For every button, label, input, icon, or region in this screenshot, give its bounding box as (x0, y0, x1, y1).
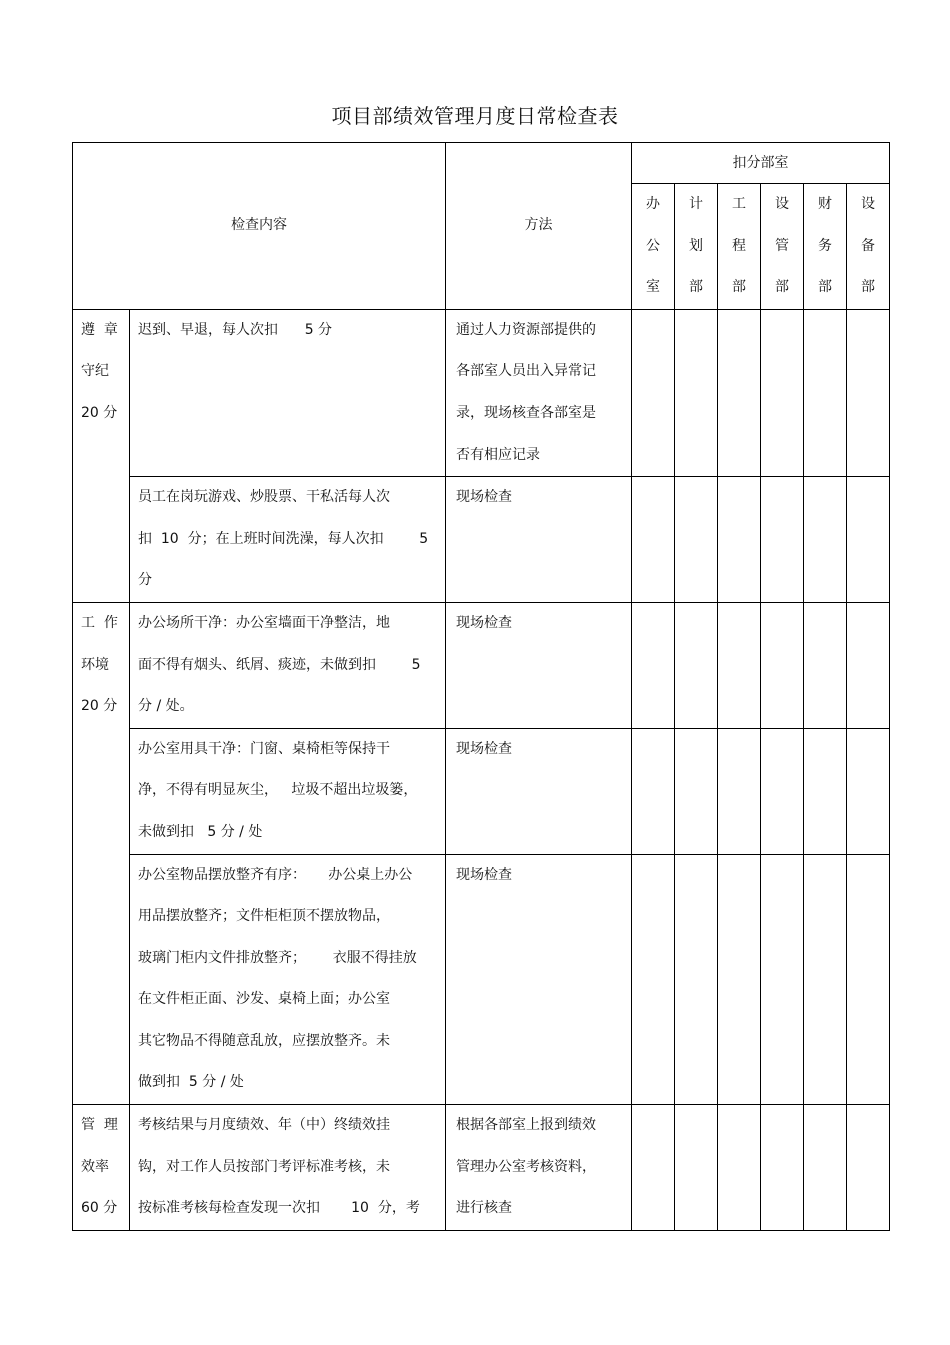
score-cell[interactable] (632, 309, 675, 476)
page-title: 项目部绩效管理月度日常检查表 (331, 104, 619, 128)
item-method: 根据各部室上报到绩效 管理办公室考核资料， 进行核查 (446, 1105, 632, 1231)
score-cell[interactable] (761, 477, 804, 603)
item-method: 通过人力资源部提供的 各部室人员出入异常记 录，现场核查各部室是 否有相应记录 (446, 309, 632, 476)
score-cell[interactable] (718, 728, 761, 854)
score-cell[interactable] (804, 728, 847, 854)
score-cell[interactable] (847, 1105, 890, 1231)
score-cell[interactable] (804, 602, 847, 728)
dept-header-0: 办 公 室 (632, 184, 675, 310)
score-cell[interactable] (675, 602, 718, 728)
score-cell[interactable] (804, 854, 847, 1105)
score-cell[interactable] (761, 309, 804, 476)
category-efficiency: 管 理 效率 60 分 (73, 1105, 130, 1231)
score-cell[interactable] (804, 1105, 847, 1231)
score-cell[interactable] (761, 602, 804, 728)
inspection-table (72, 142, 890, 1231)
score-cell[interactable] (804, 309, 847, 476)
score-cell[interactable] (632, 854, 675, 1105)
score-cell[interactable] (847, 728, 890, 854)
score-cell[interactable] (718, 1105, 761, 1231)
dept-header-3: 设 管 部 (761, 184, 804, 310)
score-cell[interactable] (718, 854, 761, 1105)
item-content: 办公场所干净：办公室墙面干净整洁，地 面不得有烟头、纸屑、痰迹，未做到扣 5 分 / 处。 (130, 602, 446, 728)
score-cell[interactable] (675, 309, 718, 476)
item-method: 现场检查 (446, 728, 632, 854)
score-cell[interactable] (632, 477, 675, 603)
item-method: 现场检查 (446, 854, 632, 1105)
score-cell[interactable] (847, 854, 890, 1105)
score-cell[interactable] (847, 477, 890, 603)
item-content: 考核结果与月度绩效、年（中）终绩效挂 钩，对工作人员按部门考评标准考核，未 按标准考核每检查发现一次扣 10 分，考 (130, 1105, 446, 1231)
dept-header-1: 计 划 部 (675, 184, 718, 310)
item-content: 办公室物品摆放整齐有序： 办公桌上办公 用品摆放整齐；文件柜柜顶不摆放物品， 玻璃门柜内文件排放整齐； 衣服不得挂放 在文件柜正面、沙发、桌椅上面；办公室 其它物品不得随意乱放，应摆放整齐。未 做到扣 5 分 / 处 (130, 854, 446, 1105)
item-content: 办公室用具干净：门窗、桌椅柜等保持干 净，不得有明显灰尘， 垃圾不超出垃圾篓， 未做到扣 5 分 / 处 (130, 728, 446, 854)
header-content: 检查内容 (73, 143, 446, 310)
score-cell[interactable] (761, 854, 804, 1105)
item-method: 现场检查 (446, 602, 632, 728)
score-cell[interactable] (847, 309, 890, 476)
dept-header-2: 工 程 部 (718, 184, 761, 310)
header-method: 方法 (446, 143, 632, 310)
score-cell[interactable] (804, 477, 847, 603)
header-dept-group: 扣分部室 (632, 143, 890, 184)
score-cell[interactable] (675, 854, 718, 1105)
score-cell[interactable] (632, 728, 675, 854)
score-cell[interactable] (718, 477, 761, 603)
item-content: 迟到、早退，每人次扣 5 分 (130, 309, 446, 476)
category-environment: 工 作 环境 20 分 (73, 602, 130, 1104)
score-cell[interactable] (718, 309, 761, 476)
dept-header-4: 财 务 部 (804, 184, 847, 310)
item-method: 现场检查 (446, 477, 632, 603)
score-cell[interactable] (632, 1105, 675, 1231)
score-cell[interactable] (761, 728, 804, 854)
category-discipline: 遵 章 守纪 20 分 (73, 309, 130, 602)
item-content: 员工在岗玩游戏、炒股票、干私活每人次 扣 10 分；在上班时间洗澡，每人次扣 5 分 (130, 477, 446, 603)
score-cell[interactable] (675, 477, 718, 603)
dept-header-5: 设 备 部 (847, 184, 890, 310)
score-cell[interactable] (675, 1105, 718, 1231)
score-cell[interactable] (847, 602, 890, 728)
score-cell[interactable] (632, 602, 675, 728)
score-cell[interactable] (761, 1105, 804, 1231)
score-cell[interactable] (718, 602, 761, 728)
score-cell[interactable] (675, 728, 718, 854)
